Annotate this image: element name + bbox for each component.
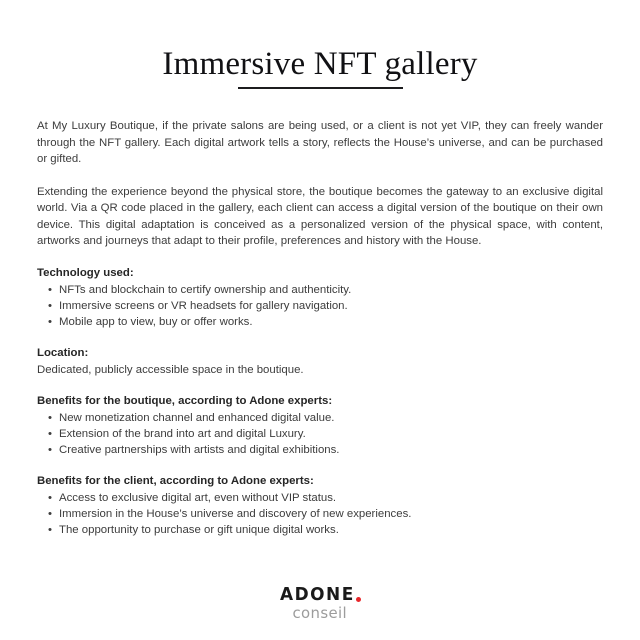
list-item	[48, 410, 603, 426]
list-item-label: Access to exclusive digital art, even without VIP status.	[59, 491, 337, 504]
bullet-icon: •	[48, 507, 52, 520]
list-item	[48, 490, 603, 506]
list-item-label: Immersive screens or VR headsets for gallery navigation.	[59, 299, 348, 312]
intro-paragraph-2: Extending the experience beyond the physical store, the boutique becomes the gateway to an exclusive digital world. Via a QR code placed in the gallery, each client can access a digital version of the boutique on their own device. This digital adaptation is conceived as a personalized version of the physical space, with content, artworks and journeys that adapt to their profile, preferences and history with the House.	[37, 185, 603, 247]
list-item-label: New monetization channel and enhanced digital value.	[59, 411, 335, 424]
list-item-label: Immersion in the House’s universe and discovery of new experiences.	[59, 507, 412, 520]
section-paragraph: Dedicated, publicly accessible space in the boutique.	[37, 363, 304, 376]
list-item	[48, 442, 603, 458]
logo-wordmark: ADONE	[280, 584, 355, 605]
bullet-icon: •	[48, 523, 52, 536]
bullet-icon: •	[48, 411, 52, 424]
list-item-label: The opportunity to purchase or gift unique digital works.	[59, 523, 339, 536]
list-item-label: Creative partnerships with artists and digital exhibitions.	[59, 443, 340, 456]
section-technology-used	[37, 265, 603, 330]
bullet-icon: •	[48, 443, 52, 456]
adone-conseil-logo	[0, 585, 640, 622]
list-item	[48, 506, 603, 522]
section-location	[37, 345, 603, 378]
bullet-icon: •	[48, 283, 52, 296]
page-title: Immersive NFT gallery	[162, 46, 478, 83]
list-item-label: NFTs and blockchain to certify ownership and authenticity.	[59, 283, 352, 296]
logo-red-dot-icon	[356, 597, 361, 602]
section-bullet-list	[37, 490, 603, 538]
section-bullet-list	[37, 410, 603, 458]
bullet-icon: •	[48, 315, 52, 328]
intro-paragraph-1: At My Luxury Boutique, if the private salons are being used, or a client is not yet VIP, they can freely wander through the NFT gallery. Each digital artwork tells a story, reflects the House’s universe, and can be purchased or gifted.	[37, 120, 603, 165]
list-item-label: Mobile app to view, buy or offer works.	[59, 315, 253, 328]
bullet-icon: •	[48, 299, 52, 312]
section-benefits-client	[37, 473, 603, 538]
list-item	[48, 282, 603, 298]
section-heading: Technology used:	[37, 266, 134, 279]
section-heading: Location:	[37, 346, 89, 359]
bullet-icon: •	[48, 491, 52, 504]
section-bullet-list	[37, 282, 603, 330]
logo-subtitle: conseil	[292, 604, 348, 622]
list-item	[48, 298, 603, 314]
bullet-icon: •	[48, 427, 52, 440]
list-item	[48, 314, 603, 330]
section-benefits-boutique	[37, 393, 603, 458]
section-heading: Benefits for the boutique, according to Adone experts:	[37, 394, 333, 407]
list-item	[48, 522, 603, 538]
logo-inner	[280, 585, 360, 621]
document-body	[37, 118, 603, 538]
title-divider	[238, 87, 403, 89]
list-item-label: Extension of the brand into art and digital Luxury.	[59, 427, 306, 440]
section-heading: Benefits for the client, according to Adone experts:	[37, 474, 314, 487]
list-item	[48, 426, 603, 442]
